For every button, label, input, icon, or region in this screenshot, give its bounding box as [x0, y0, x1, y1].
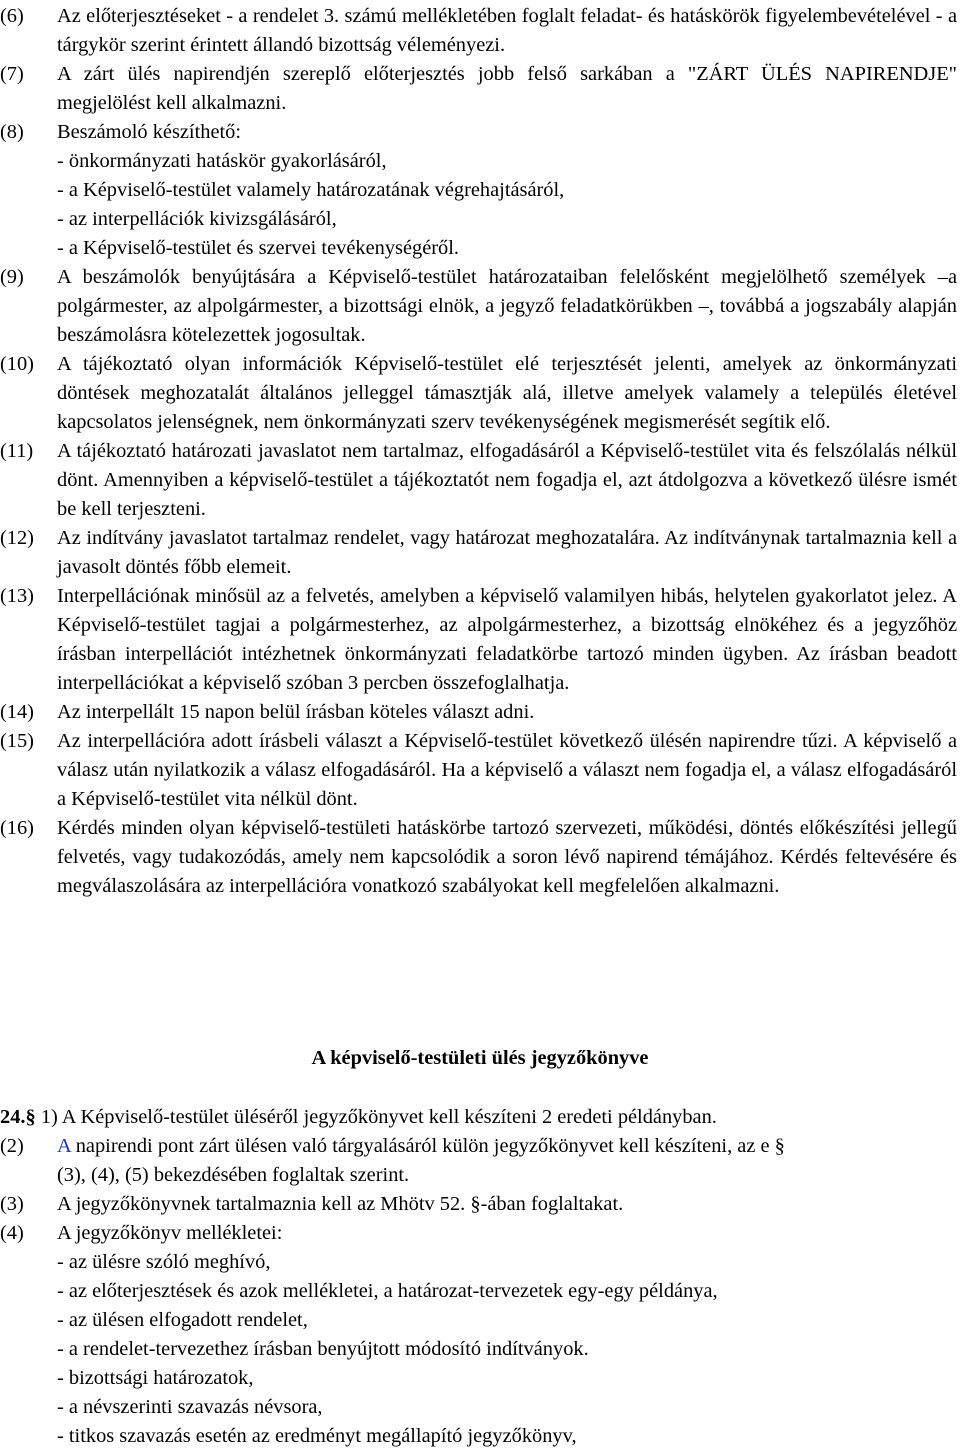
list-item: - önkormányzati hatáskör gyakorlásáról,: [57, 150, 387, 172]
paragraph-number: (12): [0, 527, 34, 549]
paragraph-6: [0, 2, 957, 60]
paragraph-sign: §: [470, 1193, 481, 1215]
paragraph-number: (16): [0, 817, 34, 839]
list-item: - az ülésen elfogadott rendelet,: [57, 1309, 308, 1331]
paragraph-text: Az előterjesztéseket - a rendelet 3. számú mellékletében foglalt feladat- és hatáskörök figyelembevételével - a tárgykör szerint érintett állandó bizottság véleményezi.: [57, 5, 957, 56]
paragraph-text-tail: -ában foglaltakat.: [480, 1193, 624, 1215]
paragraph-number: (2): [0, 1135, 24, 1157]
list-item: - a Képviselő-testület és szervei tevékenységéről.: [57, 237, 459, 259]
paragraph-text: A tájékoztató olyan információk Képviselő-testület elé terjesztését jelenti, amelyek az önkormányzati döntések meghozatalát általános jelleggel támasztják alá, illetve amelyek valamely a település életével kapcsolatos jelenségnek, nem önkormányzati szerv tevékenységének megismerését segítik elő.: [57, 353, 957, 433]
paragraph-number: (8): [0, 121, 24, 143]
paragraph-16: [0, 814, 957, 901]
paragraph-14: [0, 698, 957, 727]
paragraph-number: (10): [0, 353, 34, 375]
paragraph-number: (6): [0, 5, 24, 27]
paragraph-12: [0, 524, 957, 582]
list-item: - a Képviselő-testület valamely határozatának végrehajtásáról,: [57, 179, 565, 201]
paragraph-number: (11): [0, 440, 34, 462]
paragraph-number: (4): [0, 1222, 24, 1244]
section-24-paragraph-1: [0, 1103, 900, 1132]
section-24-paragraph-2: [0, 1132, 957, 1190]
paragraph-text: Az indítvány javaslatot tartalmaz rendelet, vagy határozat meghozatalára. Az indítványnak tartalmaznia kell a javasolt döntés főbb elemeit.: [57, 527, 957, 578]
paragraph-line: (3), (4), (5) bekezdésében foglaltak szerint.: [57, 1164, 410, 1186]
paragraph-sign: §: [774, 1135, 785, 1157]
paragraph-list-top: [0, 2, 960, 901]
paragraph-first-word: A: [57, 1135, 71, 1157]
section-24: [0, 1103, 960, 1451]
paragraph-13: [0, 582, 957, 698]
section-number: 24.: [0, 1106, 26, 1128]
list-item: - az interpellációk kivizsgálásáról,: [57, 208, 337, 230]
paragraph-text: napirendi pont zárt ülésen való tárgyalásáról külön jegyzőkönyvet kell készíteni, az e: [75, 1135, 770, 1157]
paragraph-text: Az interpellált 15 napon belül írásban köteles választ adni.: [57, 701, 535, 723]
paragraph-7: [0, 60, 957, 118]
paragraph-text: Kérdés minden olyan képviselő-testületi hatáskörbe tartozó szervezeti, működési, döntés előkészítési jellegű felvetés, vagy tudakozódás, amely nem kapcsolódik a soron lévő napirend témájához. Kérdés feltevésére és megválaszolására az interpellációra vonatkozó szabályokat kell megfelelően alkalmazni.: [57, 817, 957, 897]
paragraph-text: Interpellációnak minősül az a felvetés, amelyben a képviselő valamilyen hibás, helytelen gyakorlatot jelez. A Képviselő-testület tagjai a polgármesterhez, az alpolgármesterhez, a bizottság elnökéhez és a jegyzőhöz írásban interpellációt intézhetnek önkormányzati feladatkörbe tartozó minden ügyben. Az írásban beadott interpellációkat a képviselő szóban 3 percben összefoglalhatja.: [57, 585, 957, 694]
paragraph-text: A jegyzőkönyvnek tartalmaznia kell az Mhötv 52.: [57, 1193, 466, 1215]
paragraph-number: (9): [0, 266, 24, 288]
paragraph-10: [0, 350, 957, 437]
paragraph-text: A tájékoztató határozati javaslatot nem tartalmaz, elfogadásáról a Képviselő-testület vita és felszólalás nélkül dönt. Amennyiben a képviselő-testület a tájékoztatót nem fogadja el, azt átdolgozva a következő ülésre ismét be kell terjeszteni.: [57, 440, 957, 520]
paragraph-number: (13): [0, 585, 34, 607]
paragraph-line: Beszámoló készíthető:: [57, 121, 242, 143]
paragraph-text: 1) A Képviselő-testület üléséről jegyzőkönyvet kell készíteni 2 eredeti példányban.: [40, 1106, 717, 1128]
paragraph-11: [0, 437, 957, 524]
list-item: - az ülésre szóló meghívó,: [57, 1251, 271, 1273]
section-24-paragraph-4: [0, 1219, 957, 1451]
list-item: - a névszerinti szavazás névsora,: [57, 1396, 323, 1418]
paragraph-line: A jegyzőkönyv mellékletei:: [57, 1222, 283, 1244]
list-item: - bizottsági határozatok,: [57, 1367, 254, 1389]
paragraph-8: [0, 118, 957, 263]
list-item: - titkos szavazás esetén az eredményt megállapító jegyzőkönyv,: [57, 1425, 577, 1447]
paragraph-text: Az interpellációra adott írásbeli választ a Képviselő-testület következő ülésén napirendre tűzi. A képviselő a válasz után nyilatkozik a válasz elfogadásáról. Ha a képviselő a választ nem fogadja el, a válasz elfogadásáról a Képviselő-testület vita nélkül dönt.: [57, 730, 957, 810]
list-item: - az előterjesztések és azok mellékletei, a határozat-tervezetek egy-egy példánya,: [57, 1280, 718, 1302]
list-item: - a rendelet-tervezethez írásban benyújtott módosító indítványok.: [57, 1338, 589, 1360]
paragraph-number: (7): [0, 63, 24, 85]
paragraph-number: (14): [0, 701, 34, 723]
paragraph-9: [0, 263, 957, 350]
paragraph-number: (15): [0, 730, 34, 752]
paragraph-text: A beszámolók benyújtására a Képviselő-testület határozataiban felelősként megjelölhető személyek –a polgármester, az alpolgármester, a bizottsági elnök, a jegyző feladatkörükben –, továbbá a jogszabály alapján beszámolásra kötelezettek jogosultak.: [57, 266, 957, 346]
paragraph-15: [0, 727, 957, 814]
paragraph-text: A zárt ülés napirendjén szereplő előterjesztés jobb felső sarkában a "ZÁRT ÜLÉS NAPIRENDJE" megjelölést kell alkalmazni.: [57, 63, 957, 114]
section-24-paragraph-3: [0, 1190, 957, 1219]
section-heading: A képviselő-testületi ülés jegyzőkönyve: [311, 1047, 649, 1069]
paragraph-number: (3): [0, 1193, 24, 1215]
paragraph-sign: §: [25, 1106, 36, 1128]
